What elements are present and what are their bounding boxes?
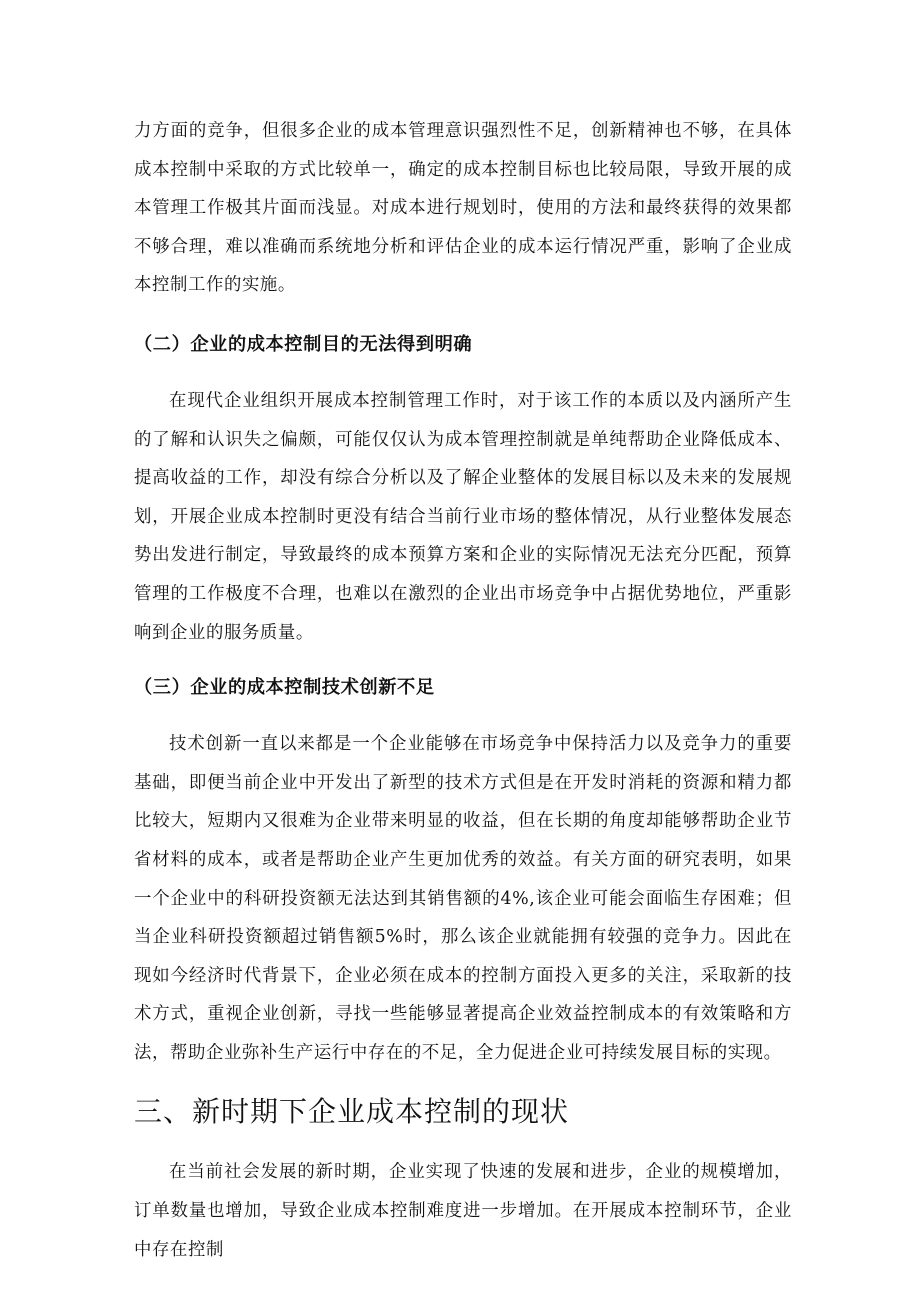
body-paragraph-current-status: 在当前社会发展的新时期，企业实现了快速的发展和进步，企业的规模增加，订单数量也增加，导致企业成本控制难度进一步增加。在开展成本控制环节，企业中存在控制 (134, 1162, 792, 1260)
chapter-heading-current-status: 三、新时期下企业成本控制的现状 (134, 1095, 570, 1129)
body-paragraph-cost-control-goal: 在现代企业组织开展成本控制管理工作时，对于该工作的本质以及内涵所产生的了解和认识失之偏颇，可能仅仅认为成本管理控制就是单纯帮助企业降低成本、提高收益的工作，却没有综合分析以及了解企业整体的发展目标以及未来的发展规划，开展企业成本控制时更没有结合当前行业市场的整体情况，从行业整体发展态势出发进行制定，导致最终的成本预算方案和企业的实际情况无法充分匹配，预算管理的工作极度不合理，也难以在激烈的企业出市场竞争中占据优势地位，严重影响到企业的服务质量。 (134, 390, 792, 643)
section-heading-tech-innovation: （三）企业的成本控制技术创新不足 (134, 677, 435, 699)
section-heading-cost-control-goal: （二）企业的成本控制目的无法得到明确 (134, 333, 473, 355)
body-paragraph-cost-awareness: 力方面的竞争，但很多企业的成本管理意识强烈性不足，创新精神也不够，在具体成本控制中采取的方式比较单一，确定的成本控制目标也比较局限，导致开展的成本管理工作极其片面而浅显。对成本进行规划时，使用的方法和最终获得的效果都不够合理，难以准确而系统地分析和评估企业的成本运行情况严重，影响了企业成本控制工作的实施。 (134, 121, 792, 296)
body-paragraph-tech-innovation: 技术创新一直以来都是一个企业能够在市场竞争中保持活力以及竞争力的重要基础，即便当前企业中开发出了新型的技术方式但是在开发时消耗的资源和精力都比较大，短期内又很难为企业带来明显的收益，但在长期的角度却能够帮助企业节省材料的成本，或者是帮助企业产生更加优秀的效益。有关方面的研究表明，如果一个企业中的科研投资额无法达到其销售额的4%,该企业可能会面临生存困难；但当企业科研投资额超过销售额5%时，那么该企业就能拥有较强的竞争力。因此在现如今经济时代背景下，企业必须在成本的控制方面投入更多的关注，采取新的技术方式，重视企业创新，寻找一些能够显著提高企业效益控制成本的有效策略和方法，帮助企业弥补生产运行中存在的不足，全力促进企业可持续发展目标的实现。 (134, 734, 792, 1063)
document-page (134, 112, 792, 1269)
